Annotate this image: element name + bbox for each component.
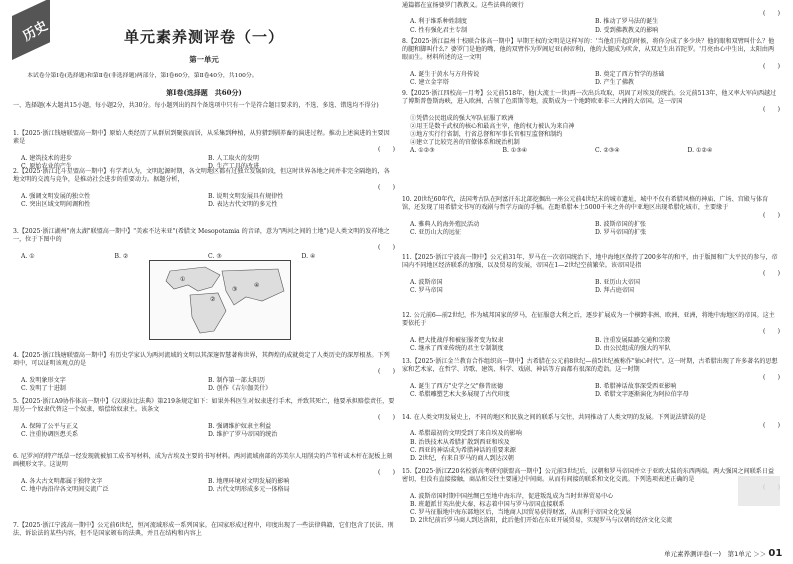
page-subtitle: 第一单元: [189, 55, 219, 64]
answer-bracket: ( ): [763, 270, 780, 278]
svg-text:③: ③: [232, 286, 238, 293]
options: [13, 193, 395, 209]
option: A. 波斯帝国时期中国丝绸已至地中海东岸，促进叛乱成为当时世界贸易中心: [410, 492, 614, 500]
answer-bracket: ( ): [763, 374, 780, 382]
options: [402, 383, 780, 399]
page-number: 01: [768, 548, 783, 559]
option: ③地方实行行省制，行省总督和军事长官相互监督和制约: [410, 131, 563, 139]
question-q13: [402, 358, 780, 399]
answer-bracket: ( ): [378, 414, 395, 422]
option: B. 奠定了西方哲学的基础: [595, 70, 665, 78]
question-q5: [13, 398, 395, 439]
option: A. 强调文明发展的独立性: [21, 192, 91, 200]
options: [402, 337, 780, 353]
question-q8: [402, 38, 780, 87]
question-q7: [13, 522, 395, 538]
option: A. 波斯帝国: [410, 278, 443, 286]
question-q9: [402, 90, 780, 156]
option: A. 发明象形文字: [21, 376, 66, 384]
question-q2: [13, 168, 395, 209]
question-stem: 2.【2025·浙江北斗星盟高一期中】有学者认为，文明起源时期，各文明地区都有过独立发展阶段，但这时世界各地之间并非完全隔绝的，各地文明的交流与竞争，是推动社会进步的重要动力。据题分析，: [13, 168, 390, 184]
option: D. ④: [301, 252, 316, 260]
options: [13, 478, 395, 494]
question-q6: [13, 453, 395, 494]
answer-bracket: [402, 484, 780, 492]
option: A. 诞生了西方"史学之父"修昔底德: [410, 382, 504, 390]
answer-bracket: ( ): [763, 328, 780, 336]
option: A. 建筑技术的进步: [21, 154, 72, 162]
question-stem: 12. 公元前6—前2世纪，作为城邦国家的罗马，在征服意大利之后，逐步扩展成为一个横跨非洲、欧洲、亚洲，将地中海地区的帝国。这主要依托于: [402, 312, 775, 328]
option: C. 希腊雕塑艺术大多展现了古代印度: [410, 390, 510, 398]
question-q12: [402, 312, 780, 353]
option: A. 利于维系种姓制度: [410, 18, 468, 26]
part-title: 第Ⅰ卷(选择题 共60分): [166, 88, 242, 97]
option: B. 波斯帝国的扩张: [595, 220, 647, 228]
options: [402, 71, 780, 87]
question-stem: 4.【2025·浙江钱塘联盟高一期中】有历史学家认为两河流域的文明以其深邃智慧著称世界，其辉煌的成就奠定了人类历史的深厚根基。下列项中，可以证明该观点的是: [13, 352, 390, 368]
options: [402, 430, 780, 463]
option: ②用王是数千武权的核心和最高主宰，他的权力被认为来自神: [410, 122, 575, 130]
option: B. 人工取火的发明: [208, 154, 260, 162]
option: ④建立了比较完善的官僚体系和统治机制: [410, 139, 520, 147]
option: B. 说明文明发展具有规律性: [208, 192, 284, 200]
option: D. ①②④: [687, 147, 713, 155]
question-q15: [402, 468, 780, 525]
option: C. 建立金字塔: [410, 79, 449, 87]
option: B. ②: [114, 252, 129, 260]
world-map: [149, 260, 291, 340]
option: C. 西亚的神话成为希腊神话的重要来源: [410, 446, 516, 454]
question-stem: 5.【2025·浙江A9协作体高一期中】《汉谟拉比法典》第219条规定如下：如果外科医生对奴隶进行手术，并致其死亡，他要承担赔偿责任，要用另一个奴隶代替这一个奴隶，赔偿给奴隶主。该条文: [13, 398, 395, 414]
option: B. 推动了罗马法的诞生: [595, 18, 659, 26]
answer-bracket: ( ): [763, 422, 780, 430]
option: D. 表达古代文明的多元性: [208, 200, 278, 208]
question-q3: [13, 228, 395, 261]
page-title: 单元素养测评卷（一）: [123, 28, 284, 46]
options: [402, 18, 780, 34]
option: C. 地中海沿岸各文明间交流广泛: [21, 485, 109, 493]
option: A. 雅典人的海外殖民活动: [410, 220, 480, 228]
question-stem: 3.【2025·浙江湖州"南太湖"联盟高一期中】"美索不达米亚"(希腊文 Mesopotamia 的音译，意为"两河之间的土地")是人类文明的发祥地之一，位于下图中的: [13, 228, 390, 244]
option: D. 生产工具的改进: [208, 162, 260, 170]
option: A. 诞生于黄水与方舟传说: [410, 70, 480, 78]
question-q4: [13, 352, 395, 393]
option: ①凭借公民组成的强大军队征服了欧洲: [410, 114, 514, 122]
option: D. 希腊文字逐渐演化为阿拉伯字母: [595, 390, 689, 398]
option: C. 原始农业的产生: [21, 162, 72, 170]
question-stem: 8.【2025·浙江温州十校联合体高一期中】早期王权的文明是这样写的：'当他们升起的时候，将你分成了多少块？他的眼和双臂叫什么？他的腿和脚叫什么？婆罗门是他的嘴，他的双臂作为罗阇尼亚(刹帝利)，他的大腿成为吠舍，从双足生出首陀罗。'月亮由心中生出，太阳由两眼而生。材料所述的这一文明: [402, 38, 775, 62]
option: A. 把大批战俘和被征服者变为奴隶: [410, 336, 504, 344]
option: D. 罗马帝国的扩张: [595, 228, 647, 236]
option: B. 注重发展陆路交通和宗教: [595, 336, 671, 344]
answer-bracket: ( ): [378, 469, 395, 477]
answer-bracket: ( ): [378, 368, 395, 376]
option: C. ②③④: [595, 147, 620, 155]
question-q7b: [402, 2, 780, 35]
answer-bracket: ( ): [378, 244, 395, 252]
option: D. 创作《吉尔伽美什》: [208, 384, 272, 392]
option: A. 希腊最初的文明受到了来自埃及的影响: [410, 430, 522, 438]
options: [402, 221, 780, 237]
question-stem: 15.【2025·浙江Z20名校新高考研究联盟高一期中】公元前3世纪后，汉朝和罗马帝国并立于亚欧大陆的东西两端。两大强国之间联系日益密切，但没有直接接触，商品和交往主要通过中间商。从而有间接的联系和文化交流。下列选项表述正确的是: [402, 468, 775, 484]
option: B. 治铁技术从希腊扩散到西亚和埃及: [410, 438, 510, 446]
option: D. 产生了佛教: [595, 79, 635, 87]
option: C. 发明了十进制: [21, 384, 66, 392]
footer-label: 单元素养测评卷(一) 第1单元 ＞＞: [664, 550, 767, 558]
option: D. 2世纪，有来自罗马的商人到达汉朝: [410, 455, 514, 463]
question-q11: [402, 254, 780, 295]
question-stem: 1.【2025·浙江钱塘联盟高一期中】原始人类经历了从群居到聚族而居，从采集到种植，从狩猎到驯养畜的演进过程。推动上述演进的主要因素是: [13, 130, 390, 146]
option: C. 罗马征服地中海东部地区后，当地商人因贸易获得财富，从而利于帝国文化发展: [410, 509, 632, 517]
question-stem: 通篇都在宣扬婆罗门教教义。这些法典的颁行: [402, 2, 524, 9]
question-stem: 10. 20世纪60年代，法国考古队在阿富汗东北部挖掘出一座公元前4世纪末的城市遗址，城中不仅有希腊风格的神庙、广场、宫殿与体育馆，还发现了用希腊文书写的戏剧与哲学方面的手稿。在距希腊本土5000千米之外的中亚地区出现希腊化城市，主要缘于: [402, 196, 769, 212]
option: C. 注重协调医患关系: [21, 430, 79, 438]
option: C. 突出区域文明间调和性: [21, 200, 91, 208]
options: [402, 115, 780, 156]
watermark-stamp: [738, 476, 780, 506]
question-q1: [13, 130, 395, 171]
question-stem: 7.【2025·浙江宁波高一期中】公元前6世纪，恒河流域形成一系列国家。在国家形成过程中，印度出现了一些法律典籍，它们包含了民法、刑法、诉讼法的某些内容，但不是国家颁布的法典，并且在结构和内容上: [13, 522, 394, 538]
answer-bracket: ( ): [378, 184, 395, 192]
option: D. 2世纪前后罗马商人到达洛阳，此后他们开始在东亚开展贸易，实现罗马与汉朝的经济文化交流: [410, 517, 673, 525]
option: C. ③: [208, 252, 222, 260]
question-stem: 13.【2025·浙江金兰教育合作组织高一期中】古希腊在公元前8世纪—前5世纪被称作"轴心时代"。这一时期，古希腊出现了许多著名的思想家和艺术家，在哲学、诗歌、建筑、科学、戏剧、神话等方面都有很深的造诣。这一时期: [402, 358, 778, 374]
option: A. 保障了公平与正义: [21, 422, 79, 430]
answer-bracket: ( ): [763, 212, 780, 220]
option: D. 古代文明形成多元一体格局: [208, 485, 290, 493]
question-stem: 11.【2025·浙江宁波高一期中】公元前31年，罗马在一次帝国统治下，地中海地区保持了200多年的和平，由于版图和广大平民的参与，帝国内不同地区经济联系的加强，以及贸易的发展，帝国在1—2世纪空前繁荣。该帝国是指: [402, 254, 778, 270]
options: [402, 279, 780, 295]
svg-text:④: ④: [254, 282, 260, 289]
question-q10: [402, 196, 780, 237]
option: A. ①②③: [410, 147, 435, 155]
page-footer: [664, 548, 782, 559]
option: C. 罗马帝国: [410, 286, 443, 294]
section-heading: 一、选择题(本大题共15小题，每小题2分，共30分。每小题列出的四个备选项中只有一个是符合题目要求的，不选、多选、错选均不得分): [13, 102, 379, 109]
option: A. ①: [21, 252, 35, 260]
intro-text: 本试卷分第Ⅰ卷(选择题)和第Ⅱ卷(非选择题)两部分，第Ⅰ卷60分，第Ⅱ卷40分，共100分。: [27, 73, 258, 79]
option: B. 制作第一部太阳历: [208, 376, 266, 384]
option: B. 强调维护奴隶主利益: [208, 422, 272, 430]
option: B. 亚历山大帝国: [595, 278, 640, 286]
option: C. 亚历山大的远征: [410, 228, 461, 236]
subject-tab: 历史: [12, 0, 50, 60]
question-stem: 9.【2025·浙江四校高一月考】公元前518年，他(大流士一世)再一次出兵攻取，巩固了对埃及的统治。公元前513年，他又率大军向西越过了博斯普鲁斯海峡，进入欧洲，占领了色雷斯等地，波斯成为一个地跨欧亚非三大洲的大帝国。这一帝国: [402, 90, 777, 106]
option: D. 由公民组成的强大的军队: [595, 344, 671, 352]
option: B. ①③④: [502, 147, 528, 155]
option: D. 受到佛教教义的影响: [595, 26, 659, 34]
answer-bracket: ( ): [378, 146, 395, 154]
option: C. 继承了西亚传统的君主专制制度: [410, 344, 504, 352]
svg-text:①: ①: [180, 276, 186, 283]
answer-bracket: ( ): [763, 10, 780, 18]
svg-text:②: ②: [210, 296, 216, 303]
option: D. 维护了罗马帝国的统治: [208, 430, 278, 438]
answer-bracket: ( ): [763, 106, 780, 114]
option: B. 班超派甘英出使大秦，标志着中国与罗马帝国直接联系: [410, 500, 565, 508]
question-stem: 14. 在人类文明发展史上，不同的地区和民族之间的联系与交往，共同推动了人类文明的发展。下列说法错误的是: [402, 414, 707, 421]
question-q14: [402, 414, 780, 463]
option: D. 拜占庭帝国: [595, 286, 635, 294]
options: [13, 423, 395, 439]
option: A. 各大古文明都属于独特文字: [21, 477, 103, 485]
option: B. 地理环境对文明发展的影响: [208, 477, 290, 485]
question-stem: 6. 尼罗河的特产纸草一经发现就被加工成书写材料，成为古埃及主要的书写材料。两河流域南部的苏美尔人用削尖的芦苇杆或木杆在泥板上刻画楔形文字。这说明: [13, 453, 393, 469]
options: [402, 493, 780, 526]
options: [13, 377, 395, 393]
option: C. 性有强化君主专制: [410, 26, 468, 34]
answer-bracket: ( ): [763, 62, 780, 70]
option: B. 希腊神话故事深受西亚影响: [595, 382, 677, 390]
